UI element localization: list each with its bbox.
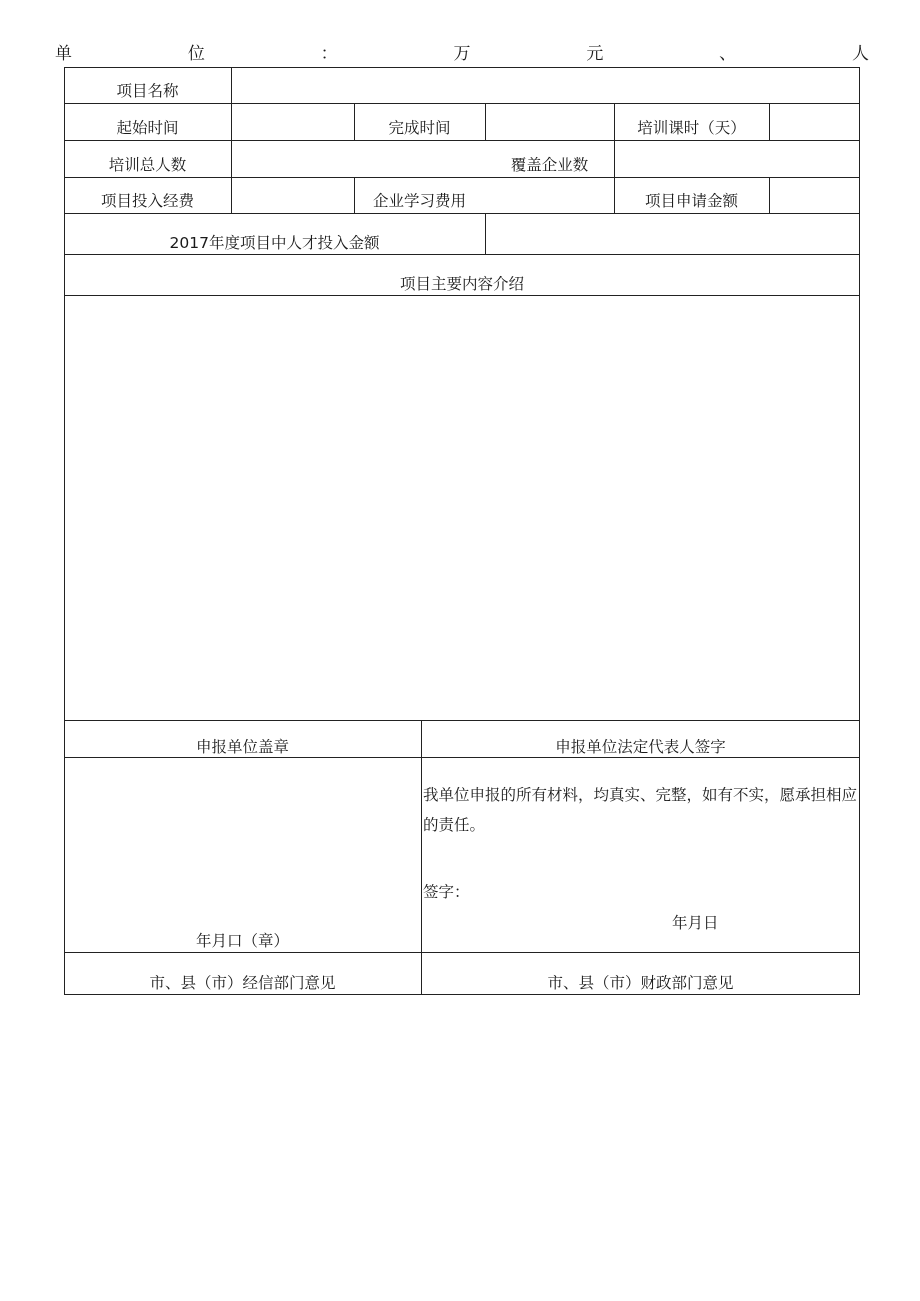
finance-opinion-label: 市、县（市）财政部门意见 [547, 974, 734, 992]
row-divider [64, 213, 860, 214]
row-divider [64, 952, 860, 953]
row-divider [64, 254, 860, 255]
table-border-top [64, 67, 860, 68]
signature-label: 申报单位法定代表人签字 [555, 738, 726, 756]
col-divider [485, 103, 486, 140]
end-time-label: 完成时间 [388, 119, 451, 137]
seal-label: 申报单位盖章 [195, 738, 289, 756]
col-divider [769, 177, 770, 213]
project-name-label: 项目名称 [116, 82, 179, 100]
unit-line [55, 44, 869, 64]
row-divider [64, 757, 860, 758]
unit-char-3: ： [320, 44, 338, 64]
unit-char-6: 、 [719, 44, 737, 64]
sign-date: 年月日 [672, 914, 719, 932]
sign-label: 签字： [423, 883, 470, 901]
unit-char-5: 元 [586, 44, 604, 64]
row-divider [64, 295, 860, 296]
col-divider [231, 67, 232, 213]
row-divider [64, 140, 860, 141]
econ-opinion-label: 市、县（市）经信部门意见 [149, 974, 336, 992]
application-form-table [64, 67, 860, 995]
seal-date: 年月口（章） [195, 932, 289, 950]
start-time-label: 起始时间 [116, 119, 179, 137]
unit-char-2: 位 [187, 44, 205, 64]
declaration-text: 我单位申报的所有材料，均真实、完整，如有不实，愿承担相应的责任。 [423, 786, 858, 834]
table-border-bottom [64, 994, 860, 995]
col-divider [421, 720, 422, 994]
enterprise-fee-label: 企业学习费用 [372, 192, 466, 210]
col-divider [485, 213, 486, 254]
col-divider [769, 103, 770, 140]
row-divider [64, 177, 860, 178]
covered-enterprises-label: 覆盖企业数 [510, 156, 589, 174]
row-divider [64, 103, 860, 104]
talent-investment-label: 2017年度项目中人才投入金额 [169, 234, 380, 252]
table-border-right [859, 67, 860, 995]
unit-char-7: 人 [851, 44, 869, 64]
training-hours-label: 培训课时（天） [637, 119, 746, 137]
unit-char-4: 万 [453, 44, 471, 64]
applied-amount-label: 项目申请金额 [644, 192, 738, 210]
row-divider [64, 720, 860, 721]
project-funding-label: 项目投入经费 [100, 192, 194, 210]
main-content-label: 项目主要内容介绍 [399, 275, 524, 293]
total-trainees-label: 培训总人数 [108, 156, 187, 174]
unit-char-1: 单 [55, 44, 72, 64]
